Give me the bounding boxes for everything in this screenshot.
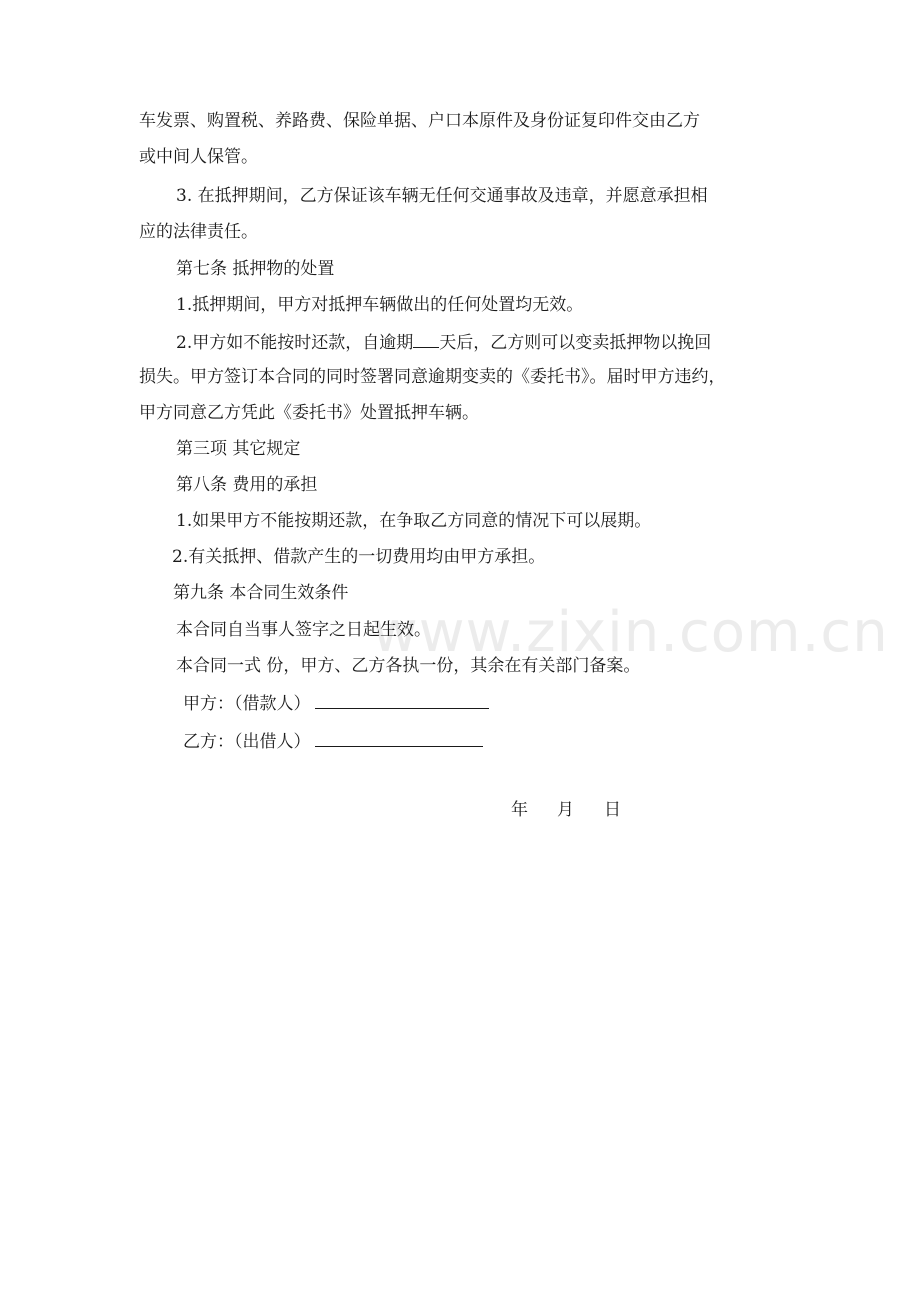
party-b-signature-field[interactable] [315, 729, 483, 747]
party-b-label: 乙方：（出借人） [183, 732, 311, 752]
clause-item: 2.有关抵押、借款产生的一切费用均由甲方承担。 [172, 547, 546, 567]
article-title: 第七条 抵押物的处置 [176, 259, 335, 279]
paragraph-line: 或中间人保管。 [139, 147, 258, 167]
clause-text: 天后，乙方则可以变卖抵押物以挽回 [439, 333, 712, 353]
section-title: 第三项 其它规定 [176, 439, 301, 459]
signature-line-party-b [183, 729, 483, 753]
date-month-label: 月 [557, 800, 574, 820]
clause-item [176, 330, 711, 354]
paragraph-line: 损失。甲方签订本合同的同时签署同意逾期变卖的《委托书》。届时甲方违约， [139, 367, 726, 387]
watermark-text: www.zixin.com.cn [372, 600, 889, 665]
party-a-signature-field[interactable] [315, 691, 489, 709]
party-a-label: 甲方：（借款人） [183, 694, 311, 714]
article-title: 第九条 本合同生效条件 [173, 583, 349, 603]
paragraph-line: 本合同一式 份，甲方、乙方各执一份，其余在有关部门备案。 [176, 656, 641, 676]
fill-in-blank[interactable] [413, 330, 439, 348]
clause-text: 2.甲方如不能按时还款，自逾期 [176, 333, 414, 353]
clause-item: 1.如果甲方不能按期还款，在争取乙方同意的情况下可以展期。 [176, 511, 652, 531]
article-title: 第八条 费用的承担 [176, 475, 318, 495]
signature-line-party-a [183, 691, 489, 715]
clause-item: 1.抵押期间，甲方对抵押车辆做出的任何处置均无效。 [176, 295, 584, 315]
paragraph-line: 3. 在抵押期间，乙方保证该车辆无任何交通事故及违章，并愿意承担相 [176, 186, 708, 206]
date-day-label: 日 [604, 800, 621, 820]
paragraph-line: 应的法律责任。 [139, 222, 258, 242]
paragraph-line: 本合同自当事人签字之日起生效。 [176, 620, 431, 640]
date-year-label: 年 [511, 800, 528, 820]
paragraph-line: 甲方同意乙方凭此《委托书》处置抵押车辆。 [139, 403, 479, 423]
paragraph-line: 车发票、购置税、养路费、保险单据、户口本原件及身份证复印件交由乙方 [139, 111, 700, 131]
